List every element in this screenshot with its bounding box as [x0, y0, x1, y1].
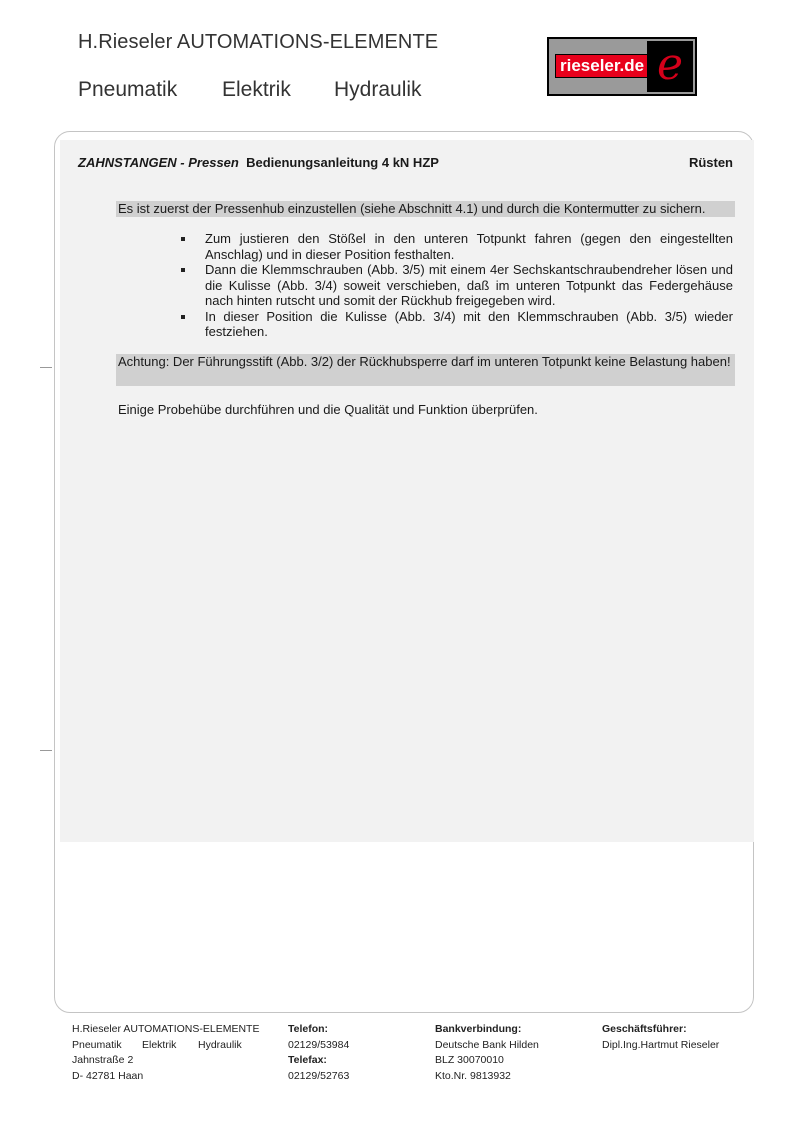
footer-bank-name: Deutsche Bank Hilden: [435, 1038, 539, 1051]
logo-text: rieseler.de: [555, 54, 649, 78]
footer-phone-label: Telefon:: [288, 1023, 329, 1035]
list-item: Zum justieren den Stößel in den unteren Totpunkt fahren (gegen den eingestellten Anschlag) und in dieser Position festhalten.: [176, 231, 733, 262]
footer-blz: BLZ 30070010: [435, 1054, 504, 1066]
list-item: In dieser Position die Kulisse (Abb. 3/4) mit den Klemmschrauben (Abb. 3/5) wieder festziehen.: [176, 309, 733, 340]
footer-street: Jahnstraße 2: [72, 1054, 134, 1066]
footer-contact: [288, 1022, 349, 1084]
footer-bank-label: Bankverbindung:: [435, 1023, 522, 1035]
list-item: Dann die Klemmschrauben (Abb. 3/5) mit einem 4er Sechskantschraubendreher lösen und die Kulisse (Abb. 3/4) soweit verschieben, daß im unteren Totpunkt das Federgehäuse nach hinten rutscht und somit der Rückhub freigegeben wird.: [176, 262, 733, 309]
steps-list: [176, 231, 733, 340]
document-series: ZAHNSTANGEN - Pressen: [78, 155, 239, 170]
footer-management: [602, 1022, 719, 1053]
document-title: Bedienungsanleitung 4 kN HZP: [246, 155, 439, 170]
footer-bank: [435, 1022, 539, 1084]
document-header: [78, 155, 733, 170]
division-pneumatik: Pneumatik: [78, 78, 178, 101]
footer-address: [72, 1022, 259, 1084]
footer-divisions: [72, 1038, 259, 1054]
margin-mark: [40, 367, 52, 368]
company-logo: [547, 37, 697, 96]
footer-manager: Dipl.Ing.Hartmut Rieseler: [602, 1038, 720, 1051]
footer-fax-label: Telefax:: [288, 1054, 327, 1066]
margin-mark: [40, 750, 52, 751]
document-section: Rüsten: [688, 155, 733, 170]
footer-phone: 02129/53984: [288, 1038, 350, 1051]
warning-paragraph: Achtung: Der Führungsstift (Abb. 3/2) der Rückhubsperre darf im unteren Totpunkt keine Belastung haben!: [116, 354, 735, 386]
intro-paragraph: Es ist zuerst der Pressenhub einzustellen (siehe Abschnitt 4.1) und durch die Kontermutter zu sichern.: [116, 201, 735, 217]
logo-e-icon: e: [647, 41, 693, 92]
footer-division: Elektrik: [142, 1038, 177, 1051]
closing-paragraph: Einige Probehübe durchführen und die Qualität und Funktion überprüfen.: [118, 402, 538, 417]
footer-city: D- 42781 Haan: [72, 1069, 144, 1082]
footer-division: Pneumatik: [72, 1038, 122, 1051]
footer-manager-label: Geschäftsführer:: [602, 1023, 687, 1035]
letterhead-company: H.Rieseler AUTOMATIONS-ELEMENTE: [78, 31, 439, 53]
footer-account: Kto.Nr. 9813932: [435, 1069, 511, 1082]
division-elektrik: Elektrik: [222, 78, 291, 101]
footer-company: H.Rieseler AUTOMATIONS-ELEMENTE: [72, 1023, 260, 1035]
footer-division: Hydraulik: [198, 1038, 242, 1051]
division-hydraulik: Hydraulik: [334, 78, 422, 101]
footer-fax: 02129/52763: [288, 1069, 350, 1082]
